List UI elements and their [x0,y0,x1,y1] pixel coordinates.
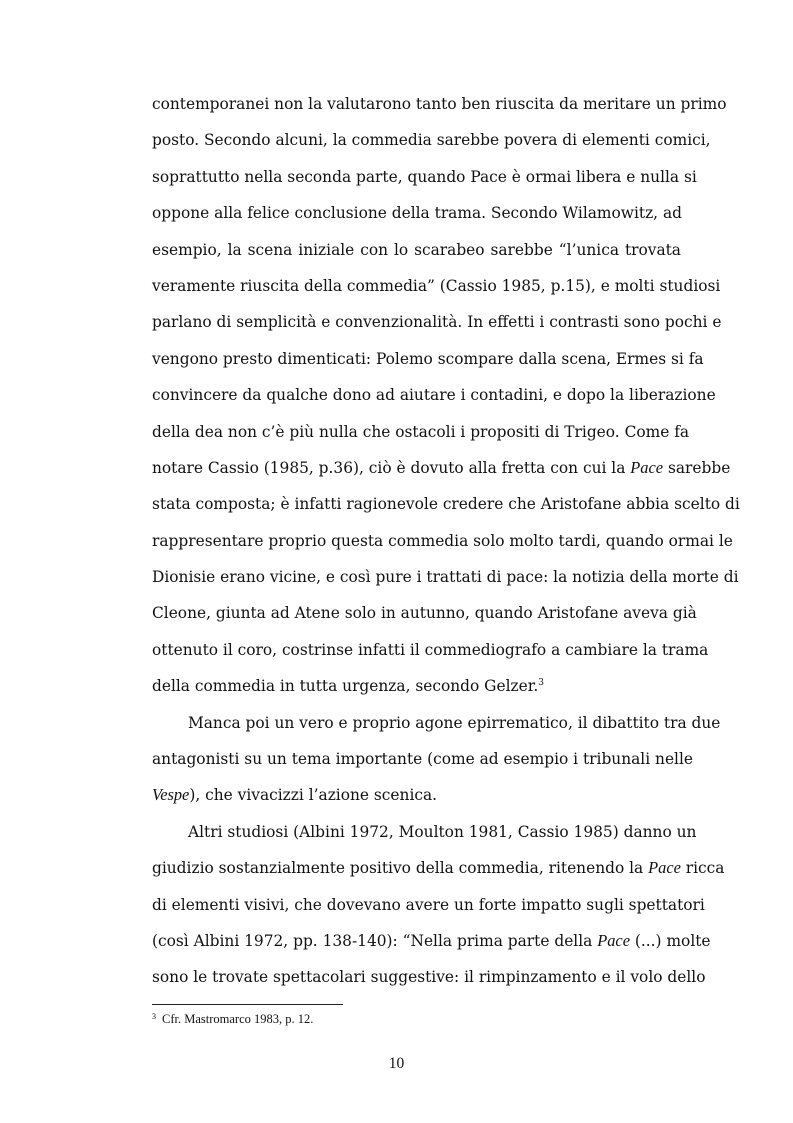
body-line: soprattutto nella seconda parte, quando Pace è ormai libera e nulla si [152,167,697,186]
body-line: stata composta; è infatti ragionevole credere che Aristofane abbia scelto di [152,495,740,514]
body-line: Cleone, giunta ad Atene solo in autunno, quando Aristofane aveva già [152,604,697,623]
body-line: della dea non c’è più nulla che ostacoli i propositi di Trigeo. Come fa [152,422,690,441]
body-line: Manca poi un vero e proprio agone epirrematico, il dibattito tra due [188,713,721,732]
page-number: 10 [388,1055,405,1072]
footnote-separator [152,1004,343,1005]
italic-title: Pace [648,858,681,878]
body-text-run: (...) molte [629,931,711,950]
body-text-run: ), che vivacizzi l’azione scenica. [189,786,438,805]
body-line: contemporanei non la valutarono tanto ben riuscita da meritare un primo [152,95,727,113]
body-line: di elementi visivi, che dovevano avere un forte impatto sugli spettatori [152,895,705,914]
italic-title: Vespe [152,785,190,805]
body-line: parlano di semplicità e convenzionalità. In effetti i contrasti sono pochi e [152,313,722,332]
italic-title: Pace [597,930,630,950]
body-text [152,86,740,996]
body-line: rappresentare proprio questa commedia solo molto tardi, quando ormai le [152,531,733,550]
italic-title: Pace [630,457,664,477]
body-text-run: della commedia in tutta urgenza, secondo Gelzer. [152,677,539,696]
body-line: Dionisie erano vicine, e così pure i trattati di pace: la notizia della morte di [152,568,739,587]
body-line [152,668,681,704]
footnote-text: Cfr. Mastromarco 1983, p. 12. [162,1012,314,1026]
body-line: posto. Secondo alcuni, la commedia sarebbe povera di elementi comici, [152,131,711,150]
body-line: vengono presto dimenticati: Polemo scompare dalla scena, Ermes si fa [152,349,704,368]
body-text-run: ricca [680,859,725,878]
footnote-reference[interactable]: 3 [538,678,545,689]
body-line: convincere da qualche dono ad aiutare i contadini, e dopo la liberazione [152,386,716,405]
body-text-run: sarebbe [663,458,731,477]
footnote [152,1011,681,1027]
body-line: Altri studiosi (Albini 1972, Moulton 1981, Cassio 1985) danno un [188,822,697,841]
body-text-run: notare Cassio (1985, p.36), ciò è dovuto alla fretta con cui la [152,458,631,477]
body-line: oppone alla felice conclusione della trama. Secondo Wilamowitz, ad [152,204,682,223]
body-line: esempio, la scena iniziale con lo scarabeo sarebbe “l’unica trovata [152,240,681,259]
body-text-run: (così Albini 1972, pp. 138-140): “Nella prima parte della [152,931,598,950]
body-line: sono le trovate spettacolari suggestive: il rimpinzamento e il volo dello [152,968,706,987]
body-line [152,450,731,486]
body-line [152,777,681,813]
body-line: veramente riuscita della commedia” (Cassio 1985, p.15), e molti studiosi [152,276,721,295]
body-text-run: giudizio sostanzialmente positivo della commedia, ritenendo la [152,859,649,878]
body-line: ottenuto il coro, costrinse infatti il commediografo a cambiare la trama [152,640,709,659]
body-line: antagonisti su un tema importante (come ad esempio i tribunali nelle [152,750,694,769]
footnote-number: 3 [152,1012,156,1021]
body-line [152,850,725,886]
body-line [152,923,711,959]
